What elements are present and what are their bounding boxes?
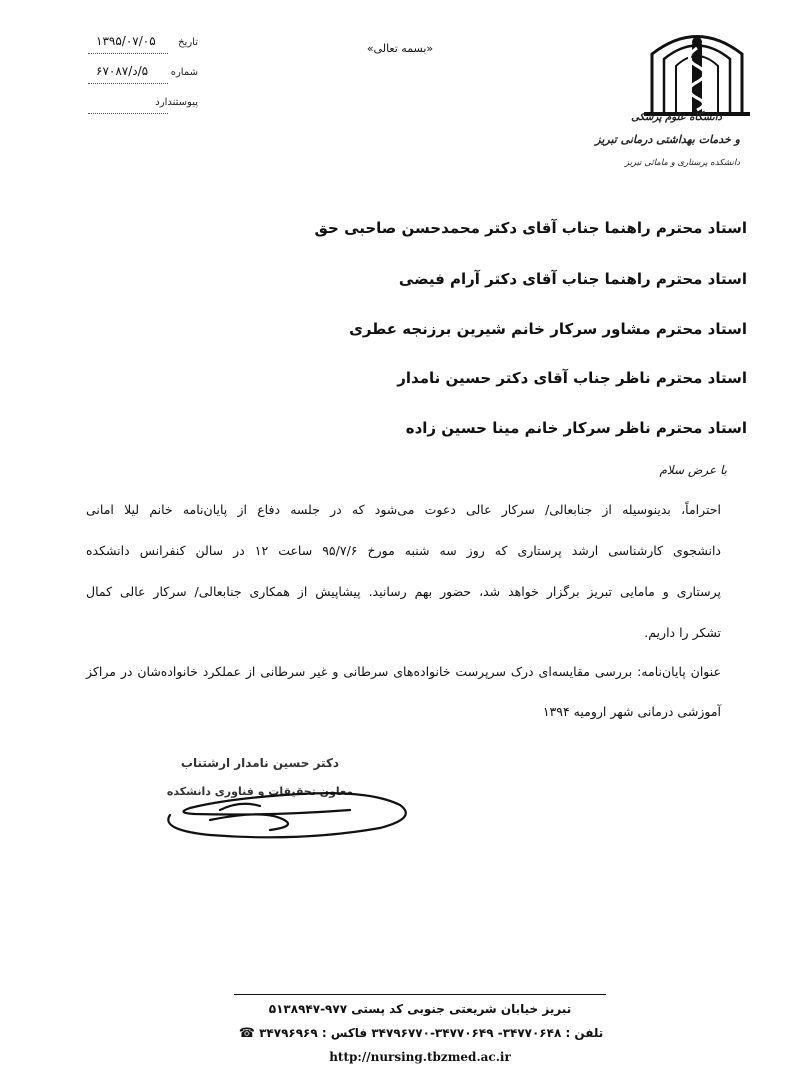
logo-caption-services: و خدمات بهداشتی درمانی تبریز	[595, 133, 740, 146]
signatory-name: دکتر حسین نامدار ارشتناب	[180, 756, 340, 770]
attachment-dotted-line	[88, 113, 168, 114]
thesis-title-line: عنوان پایان‌نامه: بررسی مقایسه‌ای درک سرپرست خانواده‌های سرطانی و غیر سرطانی از عملکرد خانواده‌شان در مراکز	[86, 664, 721, 679]
addressee-line: استاد محترم مشاور سرکار خانم شیرین برزنجه عطری	[349, 320, 747, 338]
university-logo	[642, 14, 752, 119]
signatory-title: معاون تحقیقات و فناوری دانشکده	[166, 785, 354, 798]
handwritten-signature	[150, 780, 420, 845]
footer-website-link[interactable]: http://nursing.tbzmed.ac.ir	[329, 1050, 511, 1064]
footer-phone-fax	[200, 1026, 640, 1041]
addressee-line: استاد محترم راهنما جناب آقای دکتر آرام فیضی	[398, 270, 747, 288]
addressee-line: استاد محترم ناظر سرکار خانم مینا حسین زاده	[405, 419, 747, 437]
letter-attachment	[88, 94, 198, 114]
body-text-line: دانشجوی کارشناسی ارشد پرستاری که روز سه شنبه مورخ ۹۵/۷/۶ ساعت ۱۲ در سالن کنفرانس دانشکده	[86, 543, 721, 558]
greeting: با عرض سلام	[659, 463, 727, 477]
telephone-icon: ☎	[238, 1026, 255, 1041]
bismillah-heading: «بسمه تعالی»	[366, 42, 434, 55]
logo-caption-university: دانشگاه علوم پزشکی	[631, 112, 722, 123]
logo-caption-faculty: دانشکده پرستاری و مامائی تبریز	[624, 158, 740, 168]
footer-divider	[234, 994, 606, 995]
footer-address: تبریز خیابان شریعتی جنوبی کد پستی ۹۷۷-۵۱۳۸۹۴۷	[268, 1002, 572, 1016]
addressee-line: استاد محترم ناظر جناب آقای دکتر حسین نامدار	[397, 369, 747, 387]
body-text-line: تشکر را داریم.	[644, 625, 721, 640]
date-dotted-line	[88, 53, 168, 54]
phone-fax-text: تلفن : ۳۴۷۷۰۶۴۸- ۳۴۷۷۰۶۴۹-۳۴۷۹۶۷۷۰ فاکس : ۳۴۷۹۶۹۶۹	[259, 1026, 604, 1040]
number-label: شماره	[170, 67, 198, 78]
letter-date	[88, 34, 198, 54]
number-value: ۵/د/۶۷۰۸۷	[96, 64, 149, 78]
addressee-line: استاد محترم راهنما جناب آقای دکتر محمدحسن صاحبی حق	[314, 219, 747, 237]
thesis-title-line: آموزشی درمانی شهر ارومیه ۱۳۹۴	[542, 704, 721, 719]
date-value: ۱۳۹۵/۰۷/۰۵	[96, 34, 156, 48]
body-text-line: احتراماً، بدینوسیله از جنابعالی/ سرکار عالی دعوت می‌شود که در جلسه دفاع از پایان‌نامه خانم لیلا امانی	[86, 502, 721, 517]
attachment-label: پیوستندارد	[155, 97, 198, 108]
body-text-line: پرستاری و مامایی تبریز برگزار خواهد شد، حضور بهم رسانید. پیشاپیش از همکاری جنابعالی/ سرکار عالی کمال	[86, 584, 721, 599]
letter-number	[88, 64, 198, 84]
number-dotted-line	[88, 83, 168, 84]
date-label: تاریخ	[178, 37, 198, 48]
